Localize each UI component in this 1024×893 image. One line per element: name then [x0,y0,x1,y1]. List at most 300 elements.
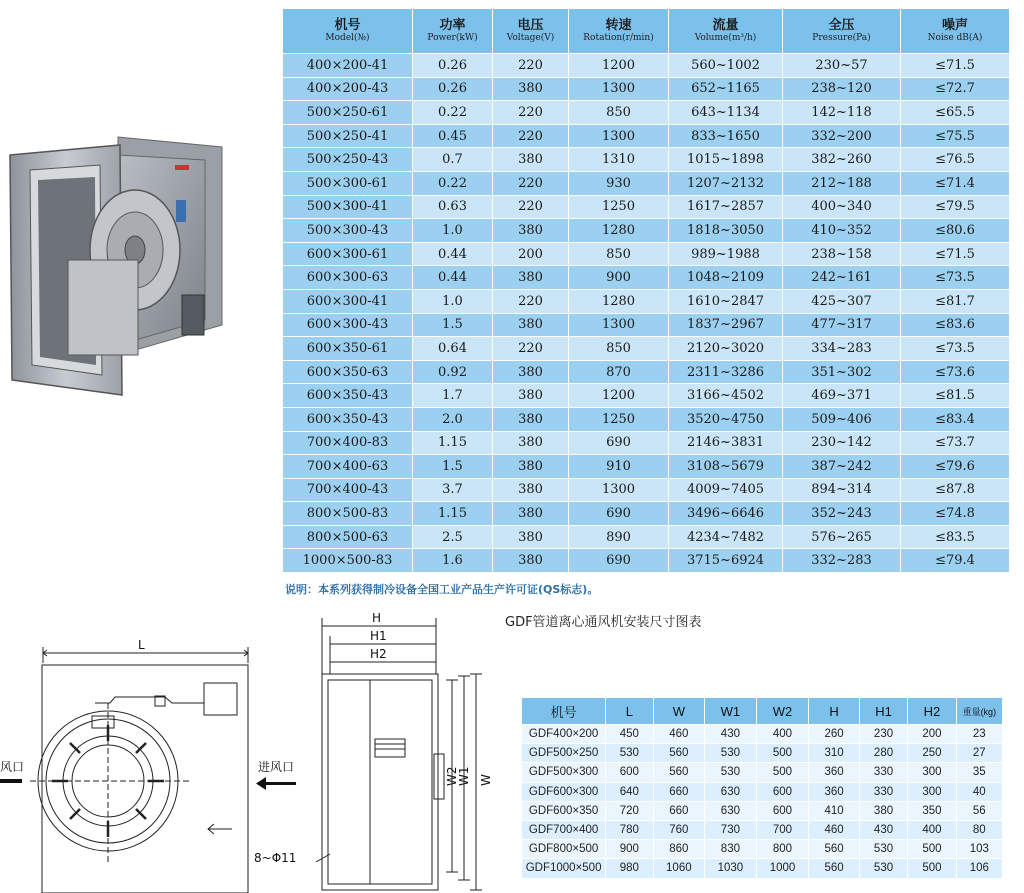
dimension-table-cell: 780 [606,820,653,839]
dimension-table-row [522,820,1003,839]
spec-header-cell [283,9,413,54]
spec-table-cell: 400×200-41 [283,54,413,78]
dimension-table-row [522,744,1003,763]
spec-table-cell: 200 [493,242,569,266]
spec-table-cell: ≤83.6 [901,313,1010,337]
spec-table-cell: ≤80.6 [901,219,1010,243]
spec-table-cell: 894~314 [783,478,901,502]
spec-header-en: Volume(m³/h) [694,33,757,43]
spec-table-cell: ≤76.5 [901,148,1010,172]
label-H2: H2 [370,647,387,661]
spec-table-cell: 2120~3020 [669,337,783,361]
spec-table-cell: 380 [493,455,569,479]
spec-table-cell: 334~283 [783,337,901,361]
dimension-table-cell: GDF700×400 [522,820,606,839]
spec-table-cell: ≤73.5 [901,266,1010,290]
dimension-table-cell: 27 [956,744,1002,763]
spec-table-row [283,502,1010,526]
dimension-table-cell: 530 [705,744,757,763]
spec-table-cell: 3108~5679 [669,455,783,479]
spec-table-cell: 477~317 [783,313,901,337]
spec-table-cell: 0.26 [413,54,493,78]
label-H: H [372,611,382,625]
spec-table-cell: ≤79.4 [901,549,1010,573]
dimension-table-cell: 330 [859,763,907,782]
spec-header-zh: 转速 [605,18,632,33]
dimension-table-cell: 800 [756,840,809,859]
dimension-table-cell: 630 [705,801,757,820]
dimension-table-cell: GDF500×300 [522,763,606,782]
fan-product-image [0,125,232,405]
dimension-table-cell: 300 [908,763,956,782]
dimension-header-row [522,698,1003,725]
label-L: L [138,638,145,652]
spec-table-cell: ≤83.4 [901,407,1010,431]
spec-table-cell: ≤73.5 [901,337,1010,361]
dimension-header-cell: H1 [859,698,907,725]
dimension-header-cell: H2 [908,698,956,725]
spec-table-cell: 700×400-43 [283,478,413,502]
dimension-table-cell: GDF600×350 [522,801,606,820]
label-outlet: 风口 [0,760,25,774]
dimension-table-cell: 350 [908,801,956,820]
dimension-table-cell: 560 [653,744,705,763]
spec-header-cell [669,9,783,54]
spec-table-cell: 4009~7405 [669,478,783,502]
spec-table-row [283,431,1010,455]
spec-table-cell: 700×400-63 [283,455,413,479]
spec-header-cell [493,9,569,54]
spec-table-cell: 1250 [569,407,669,431]
spec-table-cell: 1250 [569,195,669,219]
spec-table-cell: ≤81.5 [901,384,1010,408]
dimension-table-cell: 56 [956,801,1002,820]
dimension-table-cell: GDF600×300 [522,782,606,801]
side-view-drawing [250,604,510,893]
spec-table-cell: 242~161 [783,266,901,290]
spec-table-cell: 425~307 [783,289,901,313]
spec-header-zh: 噪声 [941,18,968,33]
spec-table-cell: 1610~2847 [669,289,783,313]
dimension-table-cell: 530 [606,744,653,763]
dimension-table-cell: 830 [705,840,757,859]
spec-table-cell: 576~265 [783,525,901,549]
dimension-table-row [522,782,1003,801]
spec-table-cell: 0.22 [413,171,493,195]
dimension-table-cell: 23 [956,725,1002,744]
spec-table-row [283,195,1010,219]
spec-table-row [283,455,1010,479]
dimension-table-cell: 310 [809,744,860,763]
spec-table-cell: 1200 [569,384,669,408]
dimension-table-cell: 103 [956,840,1002,859]
dimension-header-cell: 重量(kg) [956,698,1002,725]
spec-table-cell: 850 [569,242,669,266]
spec-table-cell: 0.44 [413,266,493,290]
spec-table-cell: 690 [569,431,669,455]
spec-header-en: Model(№) [325,33,370,43]
spec-table-row [283,171,1010,195]
spec-table-cell: 380 [493,478,569,502]
spec-table-cell: 0.45 [413,124,493,148]
spec-table-cell: ≤73.7 [901,431,1010,455]
spec-table-cell: 500×250-43 [283,148,413,172]
spec-table-cell: 230~57 [783,54,901,78]
spec-table-cell: 380 [493,219,569,243]
spec-table-cell: 400×200-43 [283,77,413,101]
spec-table-row [283,549,1010,573]
dimension-table-cell: 280 [859,744,907,763]
spec-table-cell: 1.0 [413,289,493,313]
spec-table-cell: 0.44 [413,242,493,266]
spec-table-cell: ≤79.5 [901,195,1010,219]
dimension-table-cell: 40 [956,782,1002,801]
dimension-table-cell: 600 [606,763,653,782]
spec-table-cell: 1300 [569,77,669,101]
dimension-table-row [522,859,1003,878]
dimension-table-cell: 400 [908,820,956,839]
spec-header-zh: 全压 [828,18,855,33]
spec-table-cell: 1.7 [413,384,493,408]
spec-table-cell: 600×300-63 [283,266,413,290]
dimension-table-cell: 700 [756,820,809,839]
spec-table-cell: 380 [493,549,569,573]
dimension-table-title: GDF管道离心通风机安装尺寸图表 [505,615,702,630]
spec-table-cell: 690 [569,549,669,573]
spec-table-cell: 652~1165 [669,77,783,101]
spec-table-cell: 1310 [569,148,669,172]
spec-table-cell: ≤72.7 [901,77,1010,101]
spec-table-cell: 1015~1898 [669,148,783,172]
spec-table-cell: 380 [493,525,569,549]
dimension-table-cell: 530 [705,763,757,782]
spec-table-cell: 220 [493,289,569,313]
label-inlet: 进风口 [258,760,295,774]
dimension-table-cell: 760 [653,820,705,839]
spec-table-row [283,313,1010,337]
spec-table-cell: ≤65.5 [901,101,1010,125]
dimension-table-cell: 410 [809,801,860,820]
spec-table-row [283,148,1010,172]
dimension-table-cell: 230 [859,725,907,744]
spec-table-cell: 380 [493,313,569,337]
spec-table-cell: 332~200 [783,124,901,148]
spec-table-cell: 387~242 [783,455,901,479]
dimension-header-cell: L [606,698,653,725]
spec-table-cell: 600×300-41 [283,289,413,313]
spec-table-row [283,54,1010,78]
spec-table-cell: 1280 [569,219,669,243]
spec-table-cell: ≤79.6 [901,455,1010,479]
spec-table-row [283,219,1010,243]
spec-table-cell: 3496~6646 [669,502,783,526]
dimension-table-cell: 80 [956,820,1002,839]
spec-header-en: Rotation(r/min) [583,33,654,43]
spec-table-cell: 0.26 [413,77,493,101]
spec-table-cell: 1300 [569,124,669,148]
dimension-table-cell: 460 [809,820,860,839]
dimension-table-cell: 300 [908,782,956,801]
spec-table-cell: 0.64 [413,337,493,361]
dimension-table-cell: 600 [756,782,809,801]
spec-table [282,8,1010,573]
spec-header-cell [413,9,493,54]
dimension-table-cell: 860 [653,840,705,859]
spec-table-cell: 500×300-41 [283,195,413,219]
dimension-table-cell: 560 [653,763,705,782]
spec-table-cell: 469~371 [783,384,901,408]
dimension-header-cell: H [809,698,860,725]
spec-table-cell: 380 [493,360,569,384]
spec-table-cell: 1837~2967 [669,313,783,337]
spec-table-cell: 0.7 [413,148,493,172]
spec-header-en: Noise dB(A) [927,33,983,43]
spec-table-cell: 382~260 [783,148,901,172]
spec-table-cell: 220 [493,171,569,195]
spec-table-cell: 1200 [569,54,669,78]
label-H1: H1 [370,629,387,643]
dimension-table-cell: 900 [606,840,653,859]
dimension-table-row [522,763,1003,782]
spec-table-cell: 220 [493,124,569,148]
dimension-table-cell: 640 [606,782,653,801]
spec-table-cell: 220 [493,54,569,78]
dimension-table-cell: 330 [859,782,907,801]
spec-table-cell: 380 [493,148,569,172]
dimension-table-cell: 360 [809,763,860,782]
spec-table-cell: 0.22 [413,101,493,125]
spec-table-cell: 1.15 [413,502,493,526]
dimension-table-cell: 500 [908,840,956,859]
spec-table-cell: 238~158 [783,242,901,266]
label-W: W [479,774,493,786]
spec-table-cell: 1280 [569,289,669,313]
spec-table-cell: ≤73.6 [901,360,1010,384]
spec-table-cell: 351~302 [783,360,901,384]
spec-table-cell: 3520~4750 [669,407,783,431]
spec-table-cell: ≤71.5 [901,242,1010,266]
spec-table-cell: 3.7 [413,478,493,502]
spec-table-cell: 1300 [569,478,669,502]
dimension-table-cell: 430 [705,725,757,744]
spec-table-row [283,525,1010,549]
spec-table-cell: 380 [493,77,569,101]
dimension-table-cell: 500 [756,744,809,763]
dimension-table-cell: 500 [908,859,956,878]
spec-table-cell: 332~283 [783,549,901,573]
spec-table-cell: 1048~2109 [669,266,783,290]
dimension-table-cell: 660 [653,782,705,801]
dimension-table-cell: 530 [859,840,907,859]
spec-table-cell: 220 [493,337,569,361]
dimension-table-cell: 35 [956,763,1002,782]
spec-header-cell [569,9,669,54]
spec-table-cell: 400~340 [783,195,901,219]
dimension-table-cell: 400 [756,725,809,744]
spec-table-row [283,101,1010,125]
dimension-table-cell: 660 [653,801,705,820]
spec-table-cell: 2311~3286 [669,360,783,384]
spec-table-row [283,337,1010,361]
spec-table-cell: 600×350-43 [283,384,413,408]
spec-table-row [283,77,1010,101]
spec-table-cell: 380 [493,431,569,455]
spec-table-cell: 1207~2132 [669,171,783,195]
spec-table-cell: 230~142 [783,431,901,455]
spec-table-cell: 833~1650 [669,124,783,148]
spec-table-cell: 900 [569,266,669,290]
dimension-table-cell: GDF1000×500 [522,859,606,878]
spec-table-cell: 212~188 [783,171,901,195]
dimension-table-row [522,840,1003,859]
spec-table-row [283,384,1010,408]
spec-table-cell: 220 [493,195,569,219]
spec-table-cell: 500×250-41 [283,124,413,148]
spec-table-row [283,242,1010,266]
spec-table-cell: ≤74.8 [901,502,1010,526]
spec-table-cell: 352~243 [783,502,901,526]
dimension-table-cell: 250 [908,744,956,763]
dimension-table [521,697,1003,879]
dimension-header-cell: W1 [705,698,757,725]
dimension-table-cell: 1000 [756,859,809,878]
spec-table-cell: 1617~2857 [669,195,783,219]
spec-table-cell: 3715~6924 [669,549,783,573]
spec-header-cell [783,9,901,54]
dimension-table-cell: 980 [606,859,653,878]
spec-table-cell: 800×500-83 [283,502,413,526]
spec-table-cell: 850 [569,101,669,125]
spec-table-cell: 1.5 [413,313,493,337]
spec-table-cell: 380 [493,384,569,408]
dimension-header-cell: W2 [756,698,809,725]
spec-header-en: Voltage(V) [506,33,555,43]
spec-table-cell: 142~118 [783,101,901,125]
spec-table-cell: 2.5 [413,525,493,549]
spec-table-cell: 1818~3050 [669,219,783,243]
spec-table-cell: 643~1134 [669,101,783,125]
spec-table-cell: 890 [569,525,669,549]
spec-table-cell: ≤87.8 [901,478,1010,502]
spec-header-zh: 电压 [517,18,544,33]
dimension-table-row [522,725,1003,744]
spec-table-cell: 509~406 [783,407,901,431]
dimension-table-cell: 560 [809,859,860,878]
spec-header-cell [901,9,1010,54]
dimension-table-cell: 560 [809,840,860,859]
spec-table-cell: 930 [569,171,669,195]
spec-table-cell: 410~352 [783,219,901,243]
spec-table-cell: 500×300-43 [283,219,413,243]
dimension-table-cell: 430 [859,820,907,839]
dimension-table-cell: 1030 [705,859,757,878]
dimension-header-cell: W [653,698,705,725]
spec-table-row [283,124,1010,148]
spec-table-row [283,289,1010,313]
dimension-table-cell: 1060 [653,859,705,878]
spec-table-cell: 500×300-61 [283,171,413,195]
spec-table-row [283,478,1010,502]
spec-table-cell: 380 [493,502,569,526]
dimension-table-cell: 730 [705,820,757,839]
dimension-table-cell: 530 [859,859,907,878]
spec-header-en: Pressure(Pa) [812,33,871,43]
certification-note: 说明：本系列获得制冷设备全国工业产品生产许可证(QS标志)。 [285,583,599,596]
spec-table-cell: ≤81.7 [901,289,1010,313]
spec-table-cell: 600×350-63 [283,360,413,384]
dimension-table-cell: GDF400×200 [522,725,606,744]
spec-table-cell: 1000×500-83 [283,549,413,573]
spec-table-cell: 380 [493,407,569,431]
spec-table-cell: 1300 [569,313,669,337]
spec-table-cell: 800×500-63 [283,525,413,549]
spec-header-zh: 机号 [334,18,361,33]
spec-table-cell: 3166~4502 [669,384,783,408]
spec-table-cell: 238~120 [783,77,901,101]
spec-header-row [283,9,1010,54]
spec-header-zh: 流量 [712,18,739,33]
spec-table-cell: 1.6 [413,549,493,573]
spec-table-cell: 2146~3831 [669,431,783,455]
spec-table-row [283,360,1010,384]
spec-table-cell: 500×250-61 [283,101,413,125]
spec-table-cell: 600×300-61 [283,242,413,266]
dimension-table-cell: 380 [859,801,907,820]
dimension-table-cell: 260 [809,725,860,744]
dimension-table-cell: 200 [908,725,956,744]
spec-table-cell: 600×350-43 [283,407,413,431]
spec-table-cell: 1.5 [413,455,493,479]
dimension-table-cell: GDF500×250 [522,744,606,763]
spec-header-zh: 功率 [439,18,466,33]
spec-table-cell: ≤75.5 [901,124,1010,148]
dimension-table-row [522,801,1003,820]
dimension-table-cell: GDF800×500 [522,840,606,859]
dimension-table-cell: 460 [653,725,705,744]
spec-table-cell: 380 [493,266,569,290]
spec-table-cell: 220 [493,101,569,125]
spec-table-cell: 4234~7482 [669,525,783,549]
spec-table-row [283,407,1010,431]
spec-table-cell: 0.63 [413,195,493,219]
dimension-table-cell: 360 [809,782,860,801]
label-W1: W1 [457,766,471,786]
dimension-table-cell: 630 [705,782,757,801]
dimension-table-cell: 500 [756,763,809,782]
spec-table-cell: 600×350-61 [283,337,413,361]
spec-table-cell: ≤71.4 [901,171,1010,195]
spec-table-cell: 989~1988 [669,242,783,266]
dimension-header-cell: 机号 [522,698,606,725]
spec-table-cell: 2.0 [413,407,493,431]
dimension-table-cell: 106 [956,859,1002,878]
spec-header-en: Power(kW) [427,33,478,43]
spec-table-cell: 1.15 [413,431,493,455]
spec-table-cell: 600×300-43 [283,313,413,337]
spec-table-cell: 700×400-83 [283,431,413,455]
spec-table-cell: 1.0 [413,219,493,243]
dimension-table-cell: 600 [756,801,809,820]
spec-table-cell: 690 [569,502,669,526]
spec-table-cell: 850 [569,337,669,361]
spec-table-cell: ≤83.5 [901,525,1010,549]
label-W2: W2 [445,766,459,786]
dimension-table-cell: 720 [606,801,653,820]
spec-table-cell: 910 [569,455,669,479]
spec-table-row [283,266,1010,290]
label-bolt: 8~Φ11 [254,851,297,865]
spec-table-cell: 560~1002 [669,54,783,78]
